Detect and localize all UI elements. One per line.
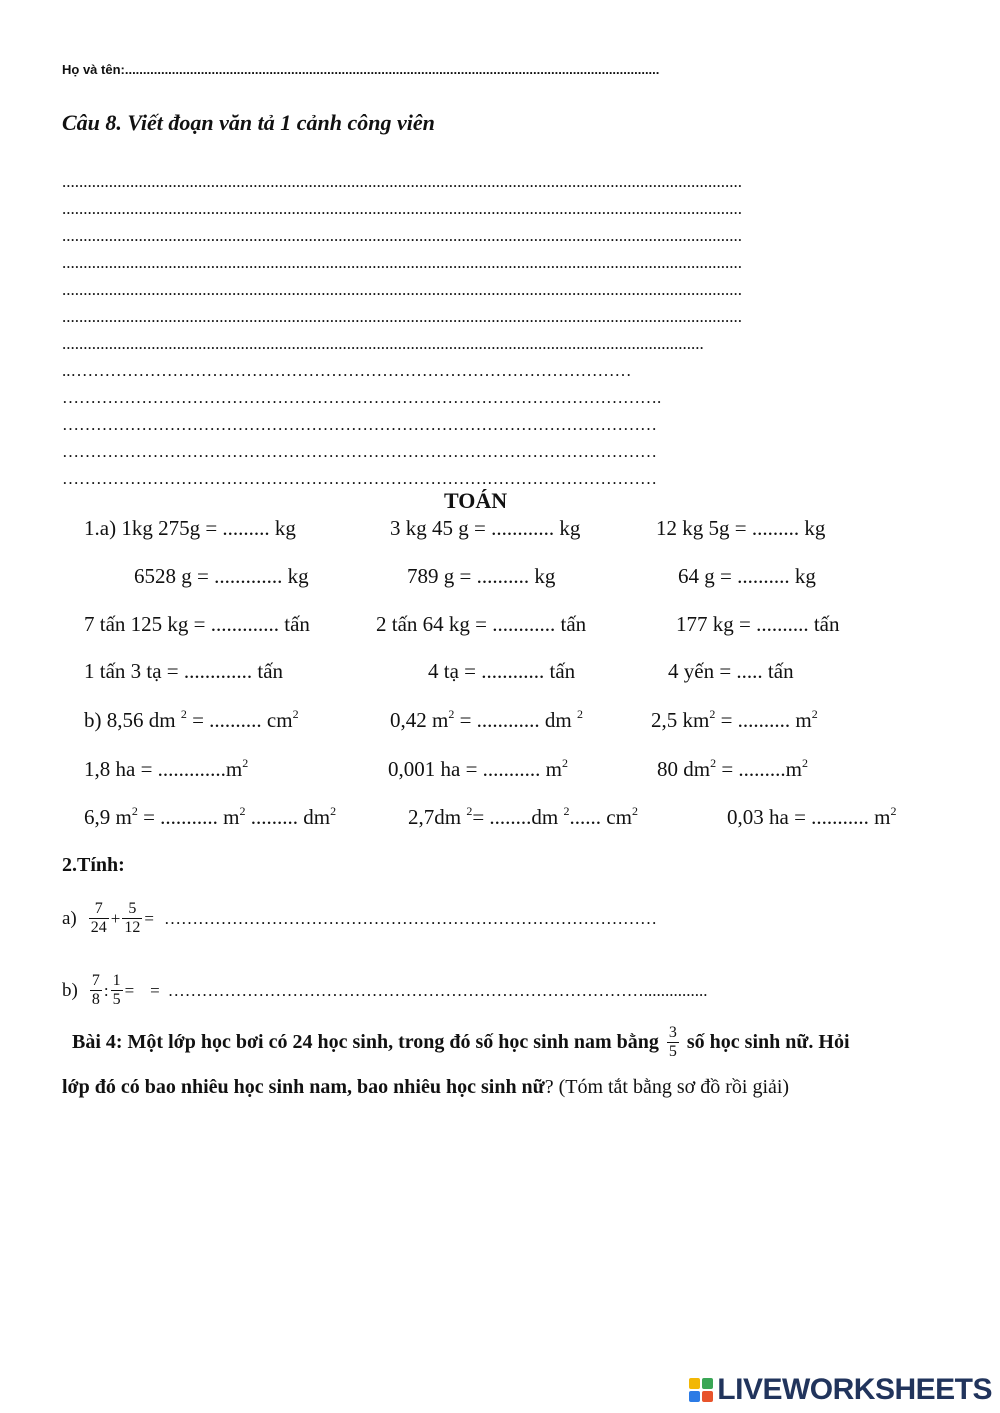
answer-line[interactable]: ................................................................................................................................................................: [62, 172, 742, 191]
ex1-r6-c1[interactable]: 1,8 ha = $.............m^2$: [84, 756, 249, 781]
ex1-r1-c3[interactable]: 12 kg 5g = ......... kg: [656, 516, 826, 540]
ex1-r7-c2[interactable]: 2,7dm $^2$= ........dm $^2$...... $cm^2$: [408, 804, 638, 829]
ex1-r5-c3[interactable]: 2,5 $km^2$ = .......... $m^2$: [651, 707, 818, 732]
ex1-r7-c3[interactable]: 0,03 ha = ........... $m^2$: [727, 804, 897, 829]
bai4-line2: lớp đó có bao nhiêu học sinh nam, bao nhiêu học sinh nữ? (Tóm tắt bằng sơ đồ rồi giải): [62, 1076, 790, 1098]
ex2-b-answer[interactable]: …………………………………………………………………………...............: [167, 980, 708, 1000]
ex1-r2-c2[interactable]: 789 g = .......... kg: [407, 564, 556, 588]
ex2-a-label: a): [62, 907, 77, 929]
answer-line[interactable]: ..………………………………………………………………………………………: [62, 361, 632, 380]
bai4-line1: Bài 4: Một lớp học bơi có 24 học sinh, trong đó số học sinh nam bằng $\frac{3}{5}$ số học sinh nữ. Hỏi: [72, 1024, 850, 1060]
ex2-a-answer[interactable]: ……………………………………………………………………………: [163, 908, 657, 928]
answer-line[interactable]: ……………………………………………………………………………………………: [62, 415, 657, 434]
ex1-r5-c1[interactable]: b) 8,56 dm $^2$ = .......... $cm^2$: [84, 707, 299, 732]
plus-sign: +: [110, 908, 121, 928]
answer-line[interactable]: ................................................................................................................................................................: [62, 253, 742, 272]
ex2-a-frac2: $\frac{5}{12}$: [124, 900, 141, 936]
ex1-r1-c2[interactable]: 3 kg 45 g = ............ kg: [390, 516, 581, 540]
ex2-a-frac1: $\frac{7}{24}$: [90, 900, 107, 936]
ex1-r4-c3[interactable]: 4 yến = ..... tấn: [668, 659, 794, 683]
ex1-r6-c2[interactable]: 0,001 ha = ........... $m^2$: [388, 756, 568, 781]
ex2-b-frac2: $\frac{1}{5}$: [112, 972, 121, 1008]
equals-sign-2: =: [150, 980, 160, 1000]
liveworksheets-logo: [689, 1373, 992, 1407]
math-section-title: TOÁN: [444, 488, 508, 513]
ex2-a[interactable]: [62, 900, 657, 937]
ex1-r5-c2[interactable]: 0,42 $m^2$ = ............ dm $^2$: [390, 707, 584, 732]
ex2-b-label: b): [62, 979, 78, 1001]
answer-line[interactable]: ................................................................................................................................................................: [62, 199, 742, 218]
ex1-r3-c1[interactable]: 7 tấn 125 kg = ............. tấn: [84, 612, 310, 636]
answer-line[interactable]: ……………………………………………………………………………………………: [62, 442, 657, 461]
question-8-title: Câu 8. Viết đoạn văn tả 1 cảnh công viên: [62, 110, 435, 135]
equals-sign: =: [124, 980, 135, 1000]
ex1-r1-c1[interactable]: 1.a) 1kg 275g = ......... kg: [84, 516, 296, 540]
divide-sign: :: [103, 980, 109, 1000]
answer-line[interactable]: .......................................................................................................................................................: [62, 334, 704, 353]
equals-sign: =: [144, 908, 154, 928]
answer-line[interactable]: ……………………………………………………………………………………………: [62, 469, 657, 488]
liveworksheets-logo-icon: [689, 1378, 713, 1402]
ex2-b[interactable]: [62, 972, 708, 1009]
ex1-r2-c3[interactable]: 64 g = .......... kg: [678, 564, 816, 588]
ex1-r3-c3[interactable]: 177 kg = .......... tấn: [676, 612, 840, 636]
ex1-r4-c2[interactable]: 4 tạ = ............ tấn: [428, 659, 576, 683]
ex1-r6-c3[interactable]: 80 $dm^2 = .........m^2$: [657, 756, 809, 781]
ex1-r4-c1[interactable]: 1 tấn 3 tạ = ............. tấn: [84, 659, 284, 683]
liveworksheets-text: LIVEWORKSHEETS: [717, 1373, 992, 1406]
answer-line[interactable]: ................................................................................................................................................................: [62, 307, 742, 326]
ex1-r7-c1[interactable]: 6,9 $m^2$ = ........... $m^2$ ......... $dm^2$: [84, 804, 337, 829]
ex2-title: 2.Tính:: [62, 854, 125, 876]
student-name-field[interactable]: Họ và tên:....................................................................................................................................................: [62, 62, 660, 77]
ex2-b-frac1: $\frac{7}{8}$: [91, 972, 100, 1008]
ex1-r3-c2[interactable]: 2 tấn 64 kg = ............ tấn: [376, 612, 587, 636]
answer-line[interactable]: …………………………………………………………………………………………….: [62, 388, 662, 407]
answer-line[interactable]: ................................................................................................................................................................: [62, 280, 742, 299]
ex1-r2-c1[interactable]: 6528 g = ............. kg: [134, 564, 309, 588]
answer-line[interactable]: ................................................................................................................................................................: [62, 226, 742, 245]
bai4-fraction: $\frac{3}{5}$: [668, 1024, 677, 1060]
